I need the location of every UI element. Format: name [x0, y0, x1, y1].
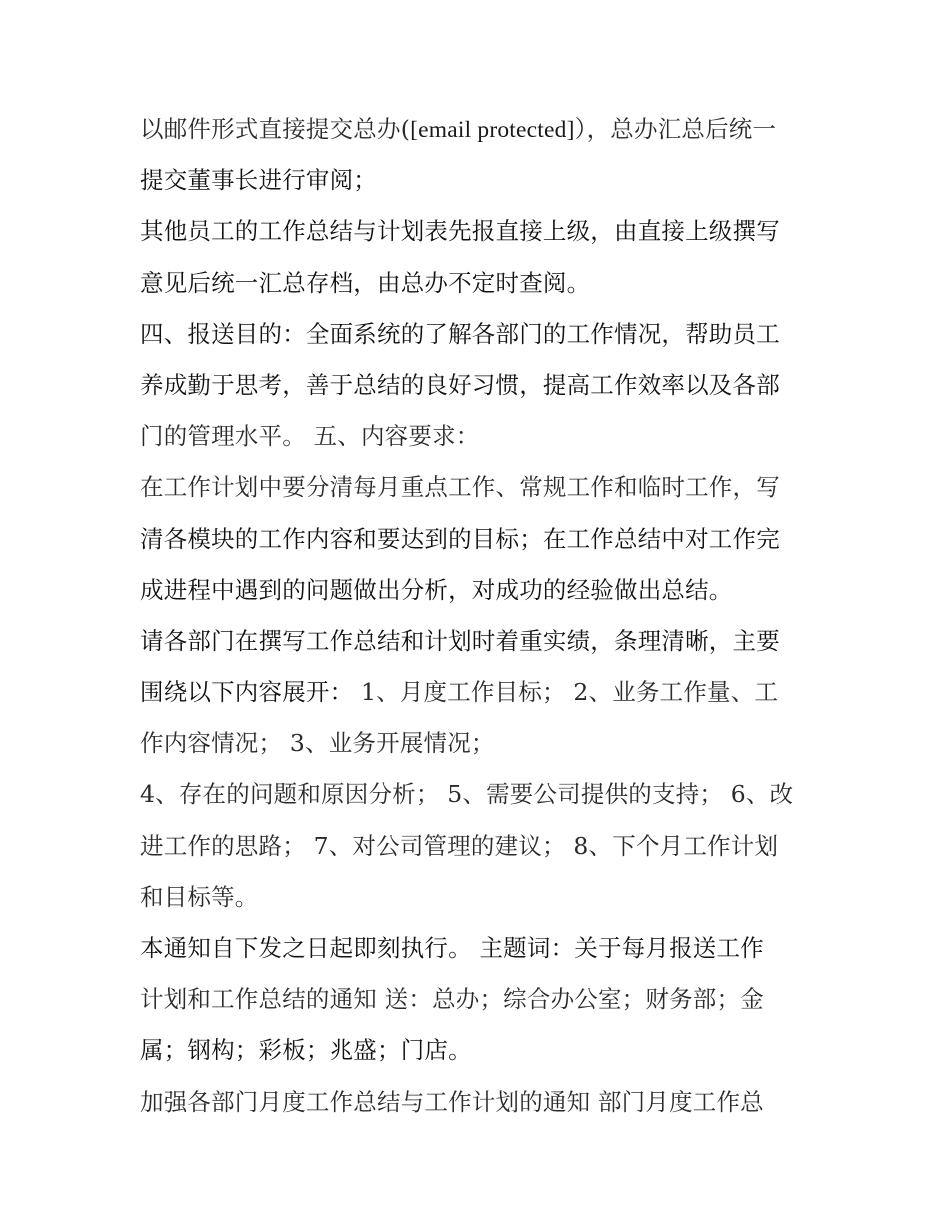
text-line [140, 360, 830, 411]
text-line [140, 872, 830, 923]
text-segment: 请各部门在撰写工作总结和计划时着重实绩，条理清晰，主要 [140, 626, 780, 655]
text-line [140, 309, 830, 360]
text-segment: 四、报送目的：全面系统的了解各部门的工作情况，帮助员工 [140, 319, 780, 348]
text-line [140, 974, 830, 1025]
text-line [140, 514, 830, 565]
text-segment: 成进程中遇到的问题做出分析，对成功的经验做出总结。 [140, 575, 733, 604]
text-line [140, 769, 830, 820]
text-segment: 属；钢构；彩板；兆盛；门店。 [140, 1036, 472, 1065]
text-segment: 和目标等。 [140, 882, 259, 911]
text-line [140, 718, 830, 769]
text-segment: 清各模块的工作内容和要达到的目标；在工作总结中对工作完 [140, 524, 780, 553]
text-segment: 提交董事长进行审阅； [140, 166, 377, 195]
text-segment: ），总办汇总后统一 [574, 115, 777, 143]
text-line [140, 667, 830, 718]
text-line [140, 155, 830, 206]
text-segment: 加强各部门月度工作总结与工作计划的通知 部门月度工作总 [140, 1087, 764, 1116]
text-line [140, 821, 830, 872]
text-segment: 进工作的思路； 7、对公司管理的建议； 8、下个月工作计划 [140, 831, 779, 860]
text-segment: 围绕以下内容展开： [140, 678, 354, 707]
text-segment: 本通知自下发之日起即刻执行。 主题词：关于每月报送工作 [140, 934, 764, 962]
text-line [140, 462, 830, 513]
text-line [140, 258, 830, 309]
text-line [140, 206, 830, 257]
text-segment: 4、存在的问题和原因分析； 5、需要公司提供的支持； 6、改 [140, 780, 794, 809]
text-line [140, 1025, 830, 1076]
text-segment: 以邮件形式直接提交总办( [140, 115, 411, 143]
text-segment: 养成勤于思考，善于总结的良好习惯，提高工作效率以及各部 [140, 370, 780, 399]
text-line [140, 923, 830, 974]
text-line [140, 104, 830, 155]
text-segment: 门的管理水平。 五、内容要求： [140, 422, 480, 451]
text-segment: 1、月度工作目标； 2、业务工作量、工 [353, 678, 779, 707]
email-text: [email protected] [410, 117, 575, 143]
text-line [140, 411, 830, 462]
text-segment: 意见后统一汇总存档，由总办不定时查阅。 [140, 268, 591, 297]
text-line [140, 616, 830, 667]
text-segment: 计划和工作总结的通知 送：总办；综合办公室；财务部；金 [140, 985, 764, 1014]
text-segment: 在工作计划中要分清每月重点工作、常规工作和临时工作，写 [140, 473, 780, 502]
text-line [140, 1077, 830, 1128]
text-segment: 其他员工的工作总结与计划表先报直接上级，由直接上级撰写 [140, 217, 780, 246]
document-body [140, 104, 830, 1128]
text-line [140, 565, 830, 616]
text-segment: 作内容情况； 3、业务开展情况； [140, 729, 495, 758]
